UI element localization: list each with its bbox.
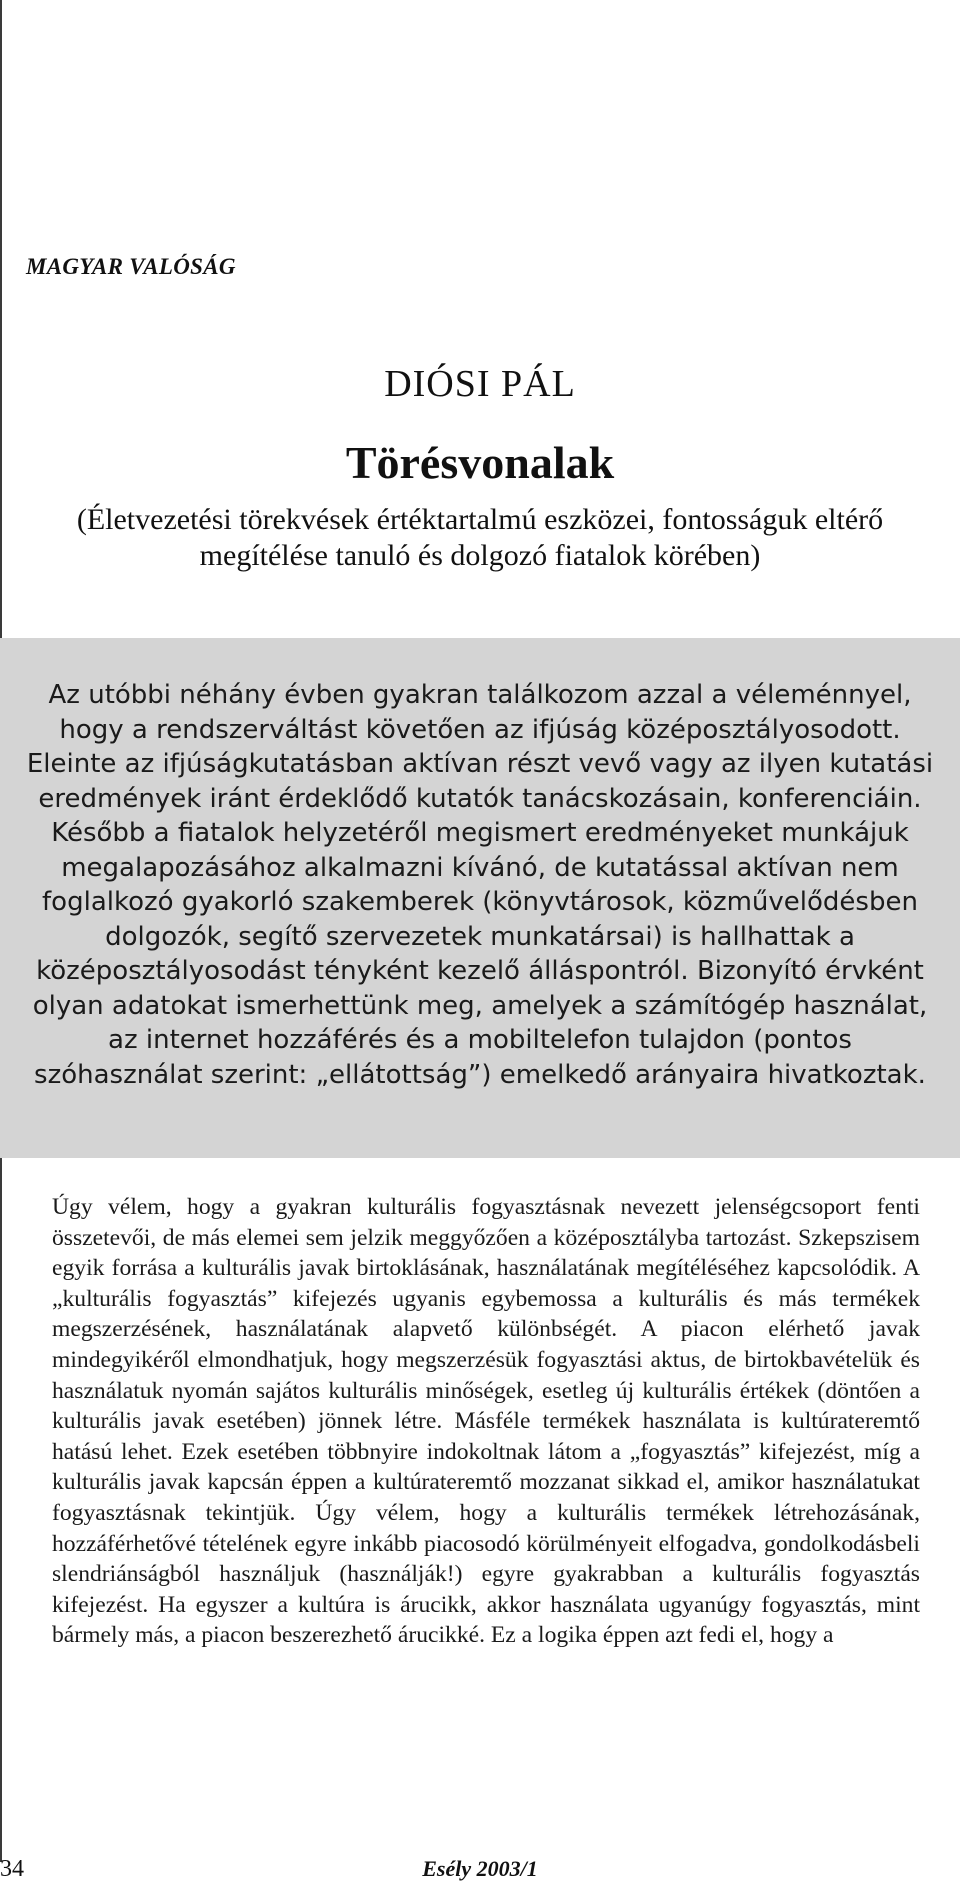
article-subtitle: (Életvezetési törekvések értéktartalmú eszközei, fontosságuk eltérő megítélése tanuló és dolgozó fiatalok körében): [76, 503, 884, 572]
article-title: Törésvonalak: [345, 437, 615, 488]
abstract-text: Az utóbbi néhány évben gyakran találkozom azzal a véleménnyel, hogy a rendszerváltást követően az ifjúság középosztályosodott. Eleinte az ifjúságkutatásban aktívan részt vevő vagy az ilyen kutatási eredmények iránt érdeklődő kutatók tanácskozásain, konferenciáin. Később a fiatalok helyzetéről megismert eredményeket munkájuk megalapozásához alkalmazni kívánó, de kutatással aktívan nem foglalkozó gyakorló szakemberek (könyvtárosok, közművelődésben dolgozók, segítő szervezetek munkatársai) is hallhattak a középosztályosodást tényként kezelő álláspontról. Bizonyító érvként olyan adatokat ismerhettünk meg, amelyek a számítógép használat, az internet hozzáférés és a mobiltelefon tulajdon (pontos szóhasználat szerint: „ellátottság”) emelkedő arányaira hivatkoztak.: [26, 680, 934, 1090]
journal-name: Esély 2003/1: [422, 1856, 538, 1881]
page-footer: [0, 1856, 960, 1884]
abstract-box: [0, 638, 960, 1158]
page-number: 34: [0, 1856, 24, 1882]
section-label: MAGYAR VALÓSÁG: [26, 254, 236, 279]
article-author: DIÓSI PÁL: [384, 363, 576, 405]
body-paragraph: Úgy vélem, hogy a gyakran kulturális fogyasztásnak nevezett jelenségcsoport fenti összetevői, de más elemei sem jelzik meggyőzően a középosztályba tartozást. Szkepszisem egyik forrása a kulturális javak birtoklásának, használatának megítéléséhez kapcsolódik. A „kulturális fogyasztás” kifejezés ugyanis egybemossa a kulturális és más termékek megszerzésének, használatának alapvető különbségét. A piacon elérhető javak mindegyikéről elmondhatjuk, hogy megszerzésük fogyasztási aktus, de birtokbavételük és használatuk nyomán sajátos kulturális minőségek, esetleg új kulturális értékek (döntően a kulturális javak esetében) jönnek létre. Másféle termékek használata is kultúrateremtő hatású lehet. Ezek esetében többnyire indokoltnak látom a „fogyasztás” kifejezést, míg a kulturális javak kapcsán éppen a kultúrateremtő mozzanat sikkad el, amikor használatukat fogyasztásnak tekintjük. Úgy vélem, hogy a kulturális termékek létrehozásának, hozzáférhetővé tételének egyre inkább piacosodó körülményeit elfogadva, gondolkodásbeli slendriánságból használjuk (használják!) egyre gyakrabban a kulturális fogyasztás kifejezést. Ha egyszer a kultúra is árucikk, akkor használata ugyanúgy fogyasztás, mint bármely más, a piacon beszerezhető árucikké. Ez a logika éppen azt fedi el, hogy a: [52, 1194, 920, 1649]
